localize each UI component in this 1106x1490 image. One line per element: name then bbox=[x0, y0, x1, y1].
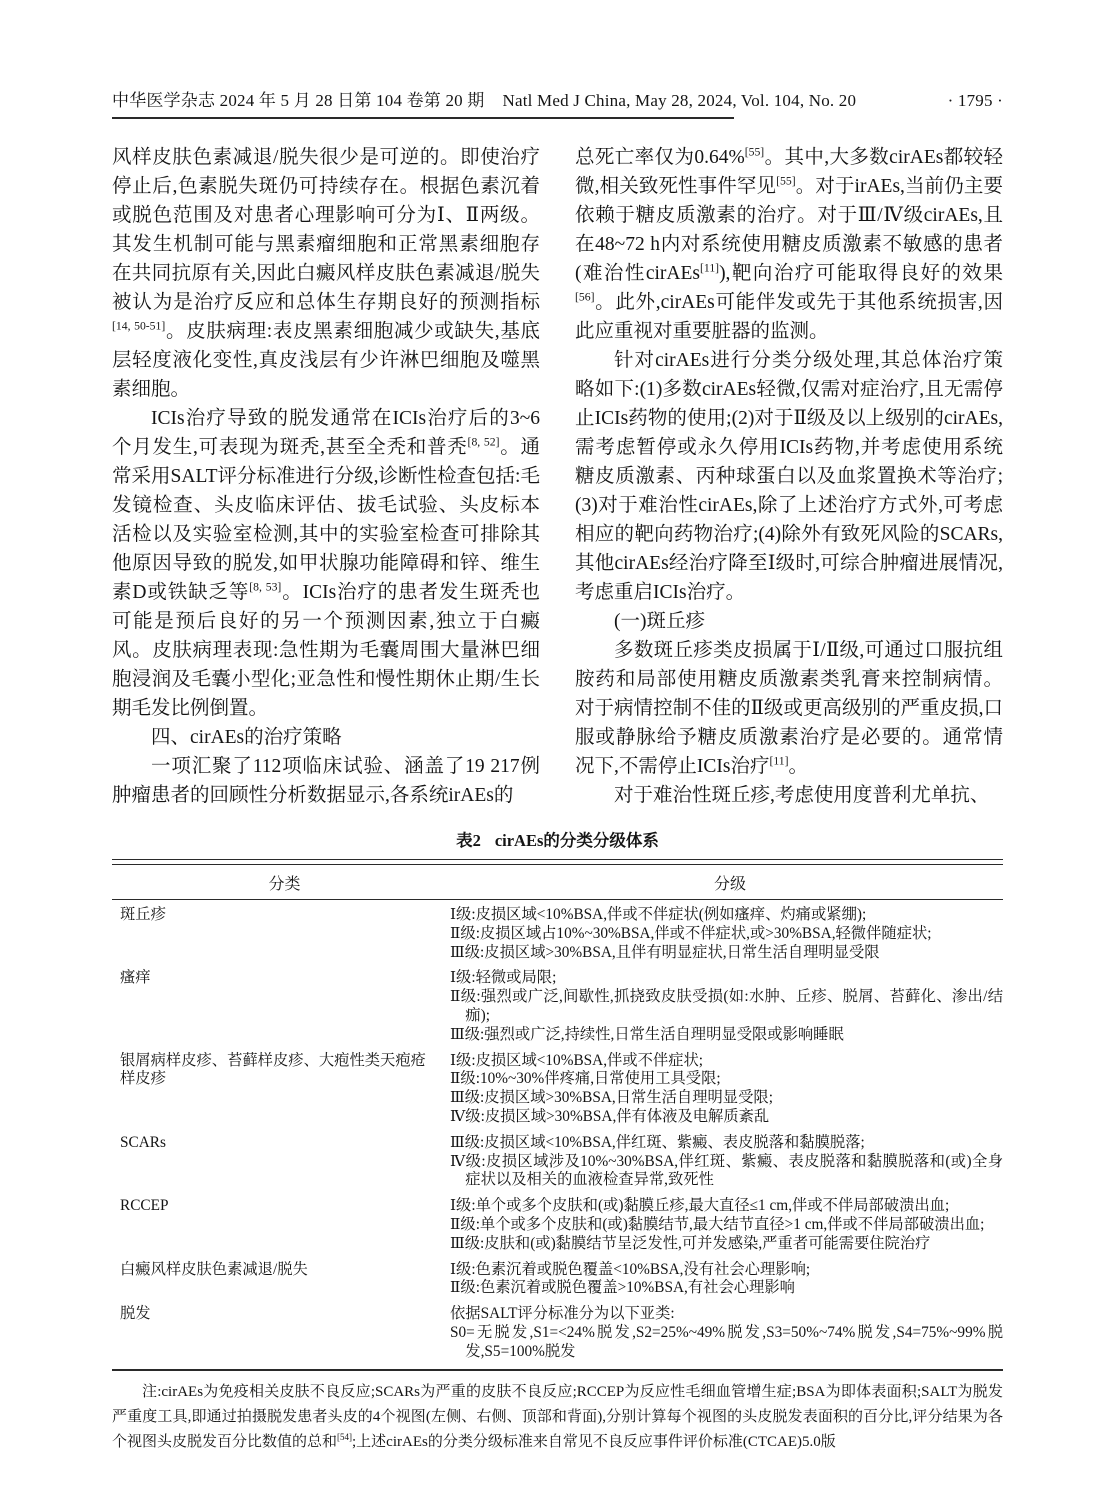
grade-line: Ⅰ级:单个或多个皮肤和(或)黏膜丘疹,最大直径≤1 cm,伴或不伴局部破溃出血; bbox=[450, 1197, 950, 1215]
grade-line: 依据SALT评分标准分为以下亚类: bbox=[450, 1305, 675, 1323]
paragraph: 一项汇聚了112项临床试验、涵盖了19 217例肿瘤患者的回顾性分析数据显示,各系统irAEs的 bbox=[112, 756, 540, 806]
paragraph: 风样皮肤色素减退/脱失很少是可逆的。即使治疗停止后,色素脱失斑仍可持续存在。根据色素沉着或脱色范围及对患者心理影响可分为Ⅰ、Ⅱ两级。其发生机制可能与黑素瘤细胞和正常黑素细胞存在共同抗原有关,因此白癜风样皮肤色素减退/脱失被认为是治疗反应和总体生存期良好的预测指标[14, 50-51]。皮肤病理:表皮黑素细胞减少或缺失,基底层轻度液化变性,真皮浅层有少许淋巴细胞及噬黑素细胞。 bbox=[112, 147, 540, 400]
grade-line: Ⅰ级:皮损区域<10%BSA,伴或不伴症状; bbox=[450, 1051, 704, 1069]
grade-line: Ⅰ级:皮损区域<10%BSA,伴或不伴症状(例如瘙痒、灼痛或紧绷); bbox=[450, 906, 867, 923]
running-head bbox=[112, 86, 1003, 111]
table-caption-title: cirAEs的分类分级体系 bbox=[494, 831, 659, 850]
row-category: RCCEP bbox=[120, 1197, 169, 1215]
row-grades bbox=[450, 1305, 1003, 1361]
grade-line: Ⅰ级:色素沉着或脱色覆盖<10%BSA,没有社会心理影响; bbox=[450, 1260, 811, 1278]
grade-line: Ⅱ级:强烈或广泛,间歇性,抓挠致皮肤受损(如:水肿、丘疹、脱屑、苔藓化、渗出/结痂); bbox=[450, 988, 1003, 1024]
table-row bbox=[112, 1130, 1003, 1193]
journal-title-line bbox=[112, 86, 856, 111]
row-category: 斑丘疹 bbox=[120, 906, 166, 923]
row-category: 瘙痒 bbox=[120, 969, 151, 987]
table-row bbox=[112, 1257, 1003, 1302]
paragraph: ICIs治疗导致的脱发通常在ICIs治疗后的3~6个月发生,可表现为斑秃,甚至全秃和普秃[8, 52]。通常采用SALT评分标准进行分级,诊断性检查包括:毛发镜检查、头皮临床评估、拔毛试验、头皮标本活检以及实验室检测,其中的实验室检查可排除其他原因导致的脱发,如甲状腺功能障碍和锌、维生素D或铁缺乏等[8, 53]。ICIs治疗的患者发生斑秃也可能是预后良好的另一个预测因素,独立于白癜风。皮肤病理表现:急性期为毛囊周围大量淋巴细胞浸润及毛囊小型化;亚急性和慢性期休止期/生长期毛发比例倒置。 bbox=[112, 408, 540, 719]
row-category: 白癜风样皮肤色素减退/脱失 bbox=[120, 1260, 308, 1278]
table-row bbox=[112, 1301, 1003, 1364]
row-category: 脱发 bbox=[120, 1305, 151, 1323]
grade-line: Ⅱ级:10%~30%伴疼痛,日常使用工具受限; bbox=[450, 1070, 721, 1088]
paragraph: 多数斑丘疹类皮损属于Ⅰ/Ⅱ级,可通过口服抗组胺药和局部使用糖皮质激素类乳膏来控制病情。对于病情控制不佳的Ⅱ级或更高级别的严重皮损,口服或静脉给予糖皮质激素治疗是必要的。通常情况下,不需停止ICIs治疗[11]。 bbox=[575, 640, 1003, 777]
header-rule bbox=[112, 117, 734, 119]
row-grades bbox=[450, 906, 1003, 962]
grade-line: Ⅲ级:皮损区域<10%BSA,伴红斑、紫癜、表皮脱落和黏膜脱落; bbox=[450, 1133, 865, 1151]
grade-line: Ⅳ级:皮损区域涉及10%~30%BSA,伴红斑、紫癜、表皮脱落和黏膜脱落和(或)全身症状以及相关的血液检查异常,致死性 bbox=[450, 1152, 1003, 1189]
table-caption bbox=[112, 827, 1003, 851]
row-grades bbox=[450, 1052, 1003, 1127]
grade-line: Ⅰ级:轻微或局限; bbox=[450, 969, 557, 987]
section-heading: 四、cirAEs的治疗策略 bbox=[151, 727, 342, 748]
table-bottom-rule bbox=[112, 1369, 1003, 1371]
table-row bbox=[112, 1048, 1003, 1130]
grade-line: Ⅳ级:皮损区域>30%BSA,伴有体液及电解质紊乱 bbox=[450, 1107, 770, 1125]
paragraph: 总死亡率仅为0.64%[55]。其中,大多数cirAEs都较轻微,相关致死性事件罕见[55]。对于irAEs,当前仍主要依赖于糖皮质激素的治疗。对于Ⅲ/Ⅳ级cirAEs,且在48~72 h内对系统使用糖皮质激素不敏感的患者(难治性cirAEs[11]),靶向治疗可能取得良好的效果[56]。此外,cirAEs可能伴发或先于其他系统损害,因此应重视对重要脏器的监测。 bbox=[575, 145, 1003, 342]
row-grades bbox=[450, 969, 1003, 1044]
grade-line: Ⅱ级:色素沉着或脱色覆盖>10%BSA,有社会心理影响 bbox=[450, 1279, 795, 1297]
row-grades bbox=[450, 1134, 1003, 1190]
column-header-grade: 分级 bbox=[713, 876, 746, 893]
table-note: 注:cirAEs为免疫相关皮肤不良反应;SCARs为严重的皮肤不良反应;RCCEP为反应性毛细血管增生症;BSA为即体表面积;SALT为脱发严重度工具,即通过拍摄脱发患者头皮的4个视图(左侧、右侧、顶部和背面),分别计算每个视图的头皮脱发表面积的百分比,评分结果为各个视图头皮脱发百分比数值的总和[54];上述cirAEs的分类分级标准来自常见不良反应事件评价标准(CTCAE)5.0版 bbox=[112, 1383, 1003, 1450]
table-row bbox=[112, 1193, 1003, 1256]
table-row bbox=[112, 965, 1003, 1047]
article-body bbox=[112, 143, 1003, 811]
journal-title-zh: 中华医学杂志 2024 年 5 月 28 日第 104 卷第 20 期 bbox=[112, 91, 485, 110]
column-header-category: 分类 bbox=[268, 876, 301, 893]
grade-line: Ⅱ级:单个或多个皮肤和(或)黏膜结节,最大结节直径>1 cm,伴或不伴局部破溃出血; bbox=[450, 1215, 985, 1233]
journal-title-en: Natl Med J China, May 28, 2024, Vol. 104, No. 20 bbox=[502, 91, 857, 110]
row-grades bbox=[450, 1261, 1003, 1299]
grade-line: Ⅲ级:皮肤和(或)黏膜结节呈泛发性,可并发感染,严重者可能需要住院治疗 bbox=[450, 1234, 931, 1252]
grade-line: S0=无脱发,S1=<24%脱发,S2=25%~49%脱发,S3=50%~74%脱发,S4=75%~99%脱发,S5=100%脱发 bbox=[450, 1323, 1003, 1360]
grade-line: Ⅲ级:皮损区域>30%BSA,且伴有明显症状,日常生活自理明显受限 bbox=[450, 943, 880, 961]
classification-table bbox=[112, 859, 1003, 1371]
table-body bbox=[112, 900, 1003, 1369]
row-category: SCARs bbox=[120, 1133, 166, 1151]
grade-line: Ⅱ级:皮损区域占10%~30%BSA,伴或不伴症状,或>30%BSA,轻微伴随症状; bbox=[450, 924, 932, 942]
paragraph: 对于难治性斑丘疹,考虑使用度普利尤单抗、 bbox=[614, 785, 990, 806]
subsection-heading: (一)斑丘疹 bbox=[614, 611, 705, 632]
left-column bbox=[112, 143, 540, 811]
table-caption-label: 表2 bbox=[456, 831, 481, 850]
table-row bbox=[112, 902, 1003, 965]
table-header-row bbox=[112, 865, 1003, 899]
row-category: 银屑病样皮疹、苔藓样皮疹、大疱性类天疱疮样皮疹 bbox=[120, 1051, 426, 1088]
row-grades bbox=[450, 1197, 1003, 1253]
grade-line: Ⅲ级:强烈或广泛,持续性,日常生活自理明显受限或影响睡眠 bbox=[450, 1025, 844, 1043]
grade-line: Ⅲ级:皮损区域>30%BSA,日常生活自理明显受限; bbox=[450, 1089, 773, 1107]
paragraph: 针对cirAEs进行分类分级处理,其总体治疗策略如下:(1)多数cirAEs轻微,仅需对症治疗,且无需停止ICIs药物的使用;(2)对于Ⅱ级及以上级别的cirAEs,需考虑暂停或永久停用ICIs药物,并考虑使用系统糖皮质激素、丙种球蛋白以及血浆置换术等治疗;(3)对于难治性cirAEs,除了上述治疗方式外,可考虑相应的靶向药物治疗;(4)除外有致死风险的SCARs,其他cirAEs经治疗降至Ⅰ级时,可综合肿瘤进展情况,考虑重启ICIs治疗。 bbox=[575, 350, 1003, 603]
page-number: · 1795 · bbox=[947, 91, 1003, 110]
right-column bbox=[575, 143, 1003, 811]
